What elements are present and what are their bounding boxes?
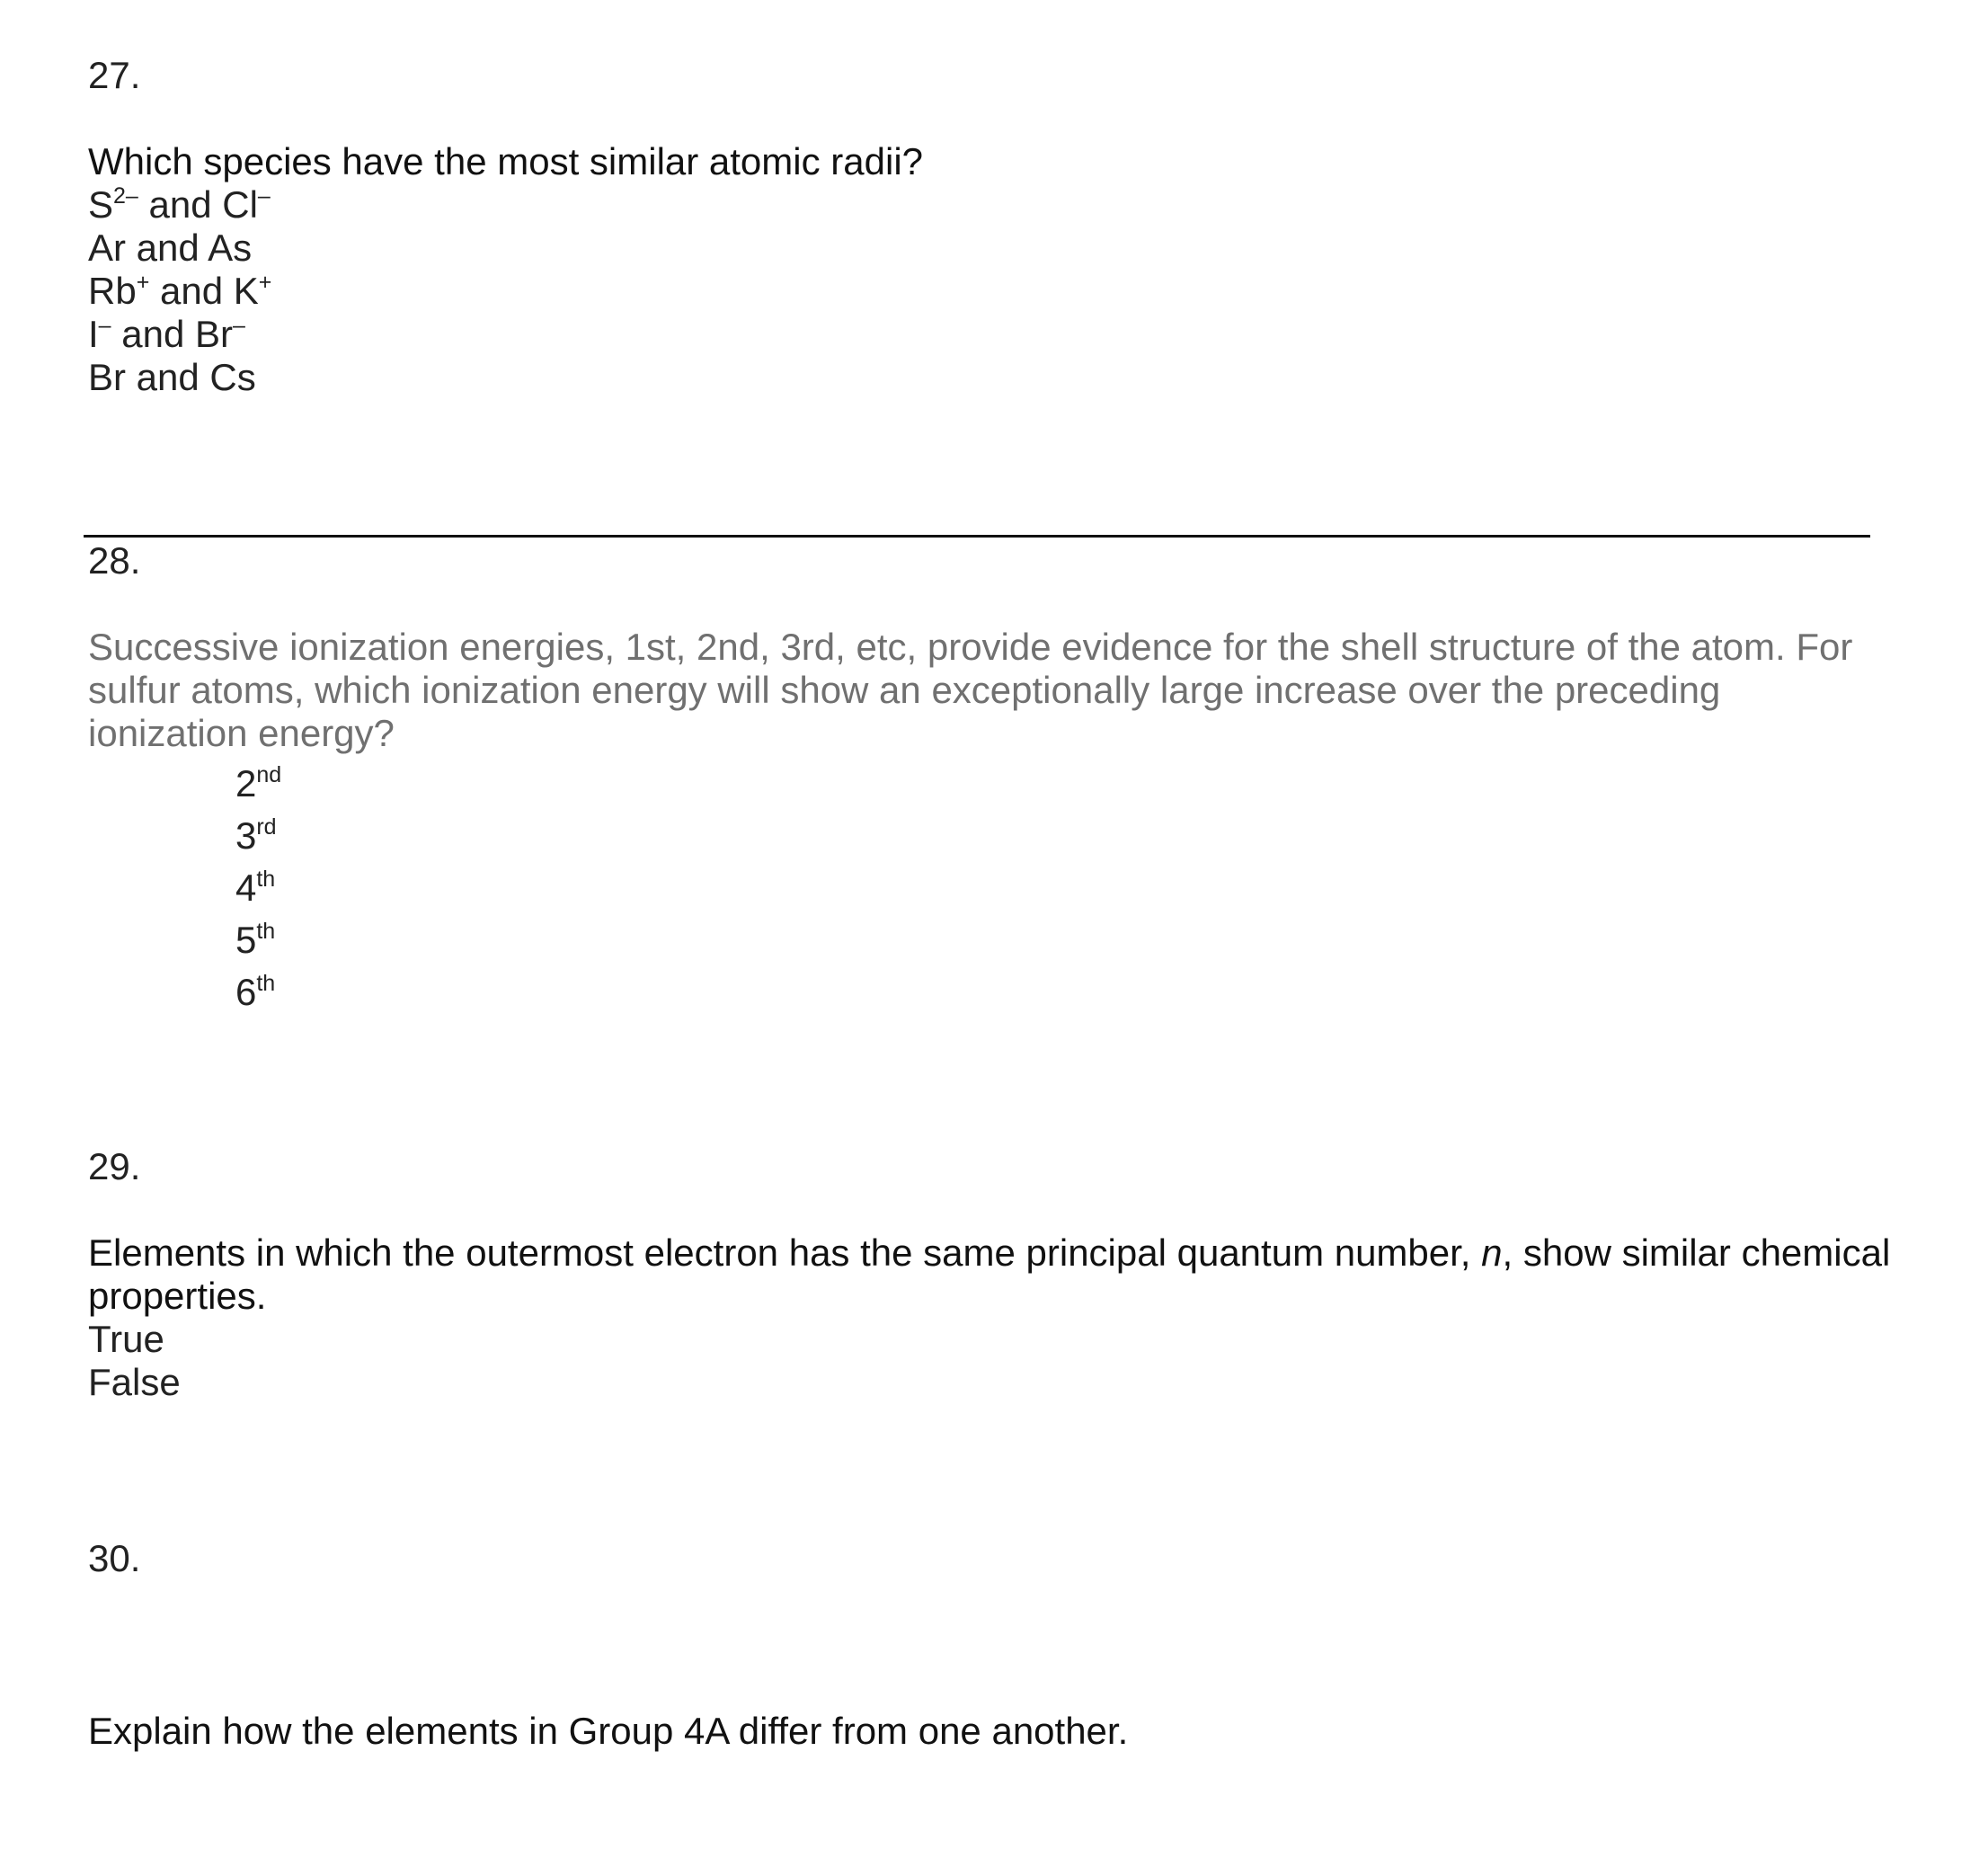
- option-text: and K: [149, 270, 259, 312]
- ordinal-number: 4: [235, 867, 257, 909]
- answer-option-3[interactable]: [235, 867, 275, 910]
- ordinal-suffix: rd: [256, 814, 277, 840]
- ordinal-number: 5: [235, 919, 257, 961]
- answer-option-false[interactable]: False: [88, 1361, 181, 1403]
- answer-option-4[interactable]: [88, 313, 245, 356]
- question-prompt-line-3: ionization energy?: [88, 712, 395, 754]
- option-text: I: [88, 313, 99, 355]
- charge-superscript: 2–: [113, 183, 138, 209]
- question-number: 29.: [88, 1145, 141, 1187]
- answer-option-4[interactable]: [235, 919, 275, 962]
- question-prompt-line-2: properties.: [88, 1275, 267, 1317]
- question-prompt: Explain how the elements in Group 4A differ from one another.: [88, 1710, 1129, 1752]
- ordinal-number: 6: [235, 971, 257, 1013]
- answer-option-1[interactable]: [88, 183, 271, 227]
- answer-option-1[interactable]: [235, 762, 281, 805]
- answer-option-5[interactable]: Br and Cs: [88, 356, 256, 398]
- section-divider: [84, 535, 1870, 538]
- answer-option-2[interactable]: Ar and As: [88, 227, 253, 269]
- question-prompt-line-1: [88, 1231, 1890, 1275]
- charge-superscript: +: [136, 270, 150, 295]
- option-text: S: [88, 183, 114, 226]
- option-text: Rb: [88, 270, 137, 312]
- charge-superscript: +: [258, 270, 272, 295]
- prompt-text: Elements in which the outermost electron has the same principal quantum number,: [88, 1231, 1482, 1274]
- answer-option-2[interactable]: [235, 814, 277, 858]
- question-number: 28.: [88, 539, 141, 582]
- charge-superscript: –: [233, 313, 245, 338]
- answer-option-true[interactable]: True: [88, 1318, 164, 1360]
- ordinal-suffix: th: [256, 971, 276, 996]
- option-text: and Br: [111, 313, 233, 355]
- answer-option-3[interactable]: [88, 270, 271, 313]
- question-number: 27.: [88, 54, 141, 96]
- ordinal-number: 3: [235, 814, 257, 857]
- ordinal-number: 2: [235, 762, 257, 804]
- question-prompt-line-2: sulfur atoms, which ionization energy will show an exceptionally large increase over the preceding: [88, 669, 1721, 711]
- charge-superscript: –: [257, 183, 271, 209]
- italic-variable: n: [1481, 1231, 1503, 1274]
- question-prompt-line-1: Successive ionization energies, 1st, 2nd, 3rd, etc, provide evidence for the shell structure of the atom. For: [88, 626, 1853, 668]
- ordinal-suffix: th: [256, 919, 276, 944]
- ordinal-suffix: th: [256, 867, 276, 892]
- option-text: and Cl: [138, 183, 258, 226]
- charge-superscript: –: [98, 313, 111, 338]
- question-number: 30.: [88, 1537, 141, 1579]
- question-prompt: Which species have the most similar atomic radii?: [88, 140, 924, 182]
- prompt-text: , show similar chemical: [1502, 1231, 1891, 1274]
- ordinal-suffix: nd: [256, 762, 282, 787]
- answer-option-5[interactable]: [235, 971, 275, 1014]
